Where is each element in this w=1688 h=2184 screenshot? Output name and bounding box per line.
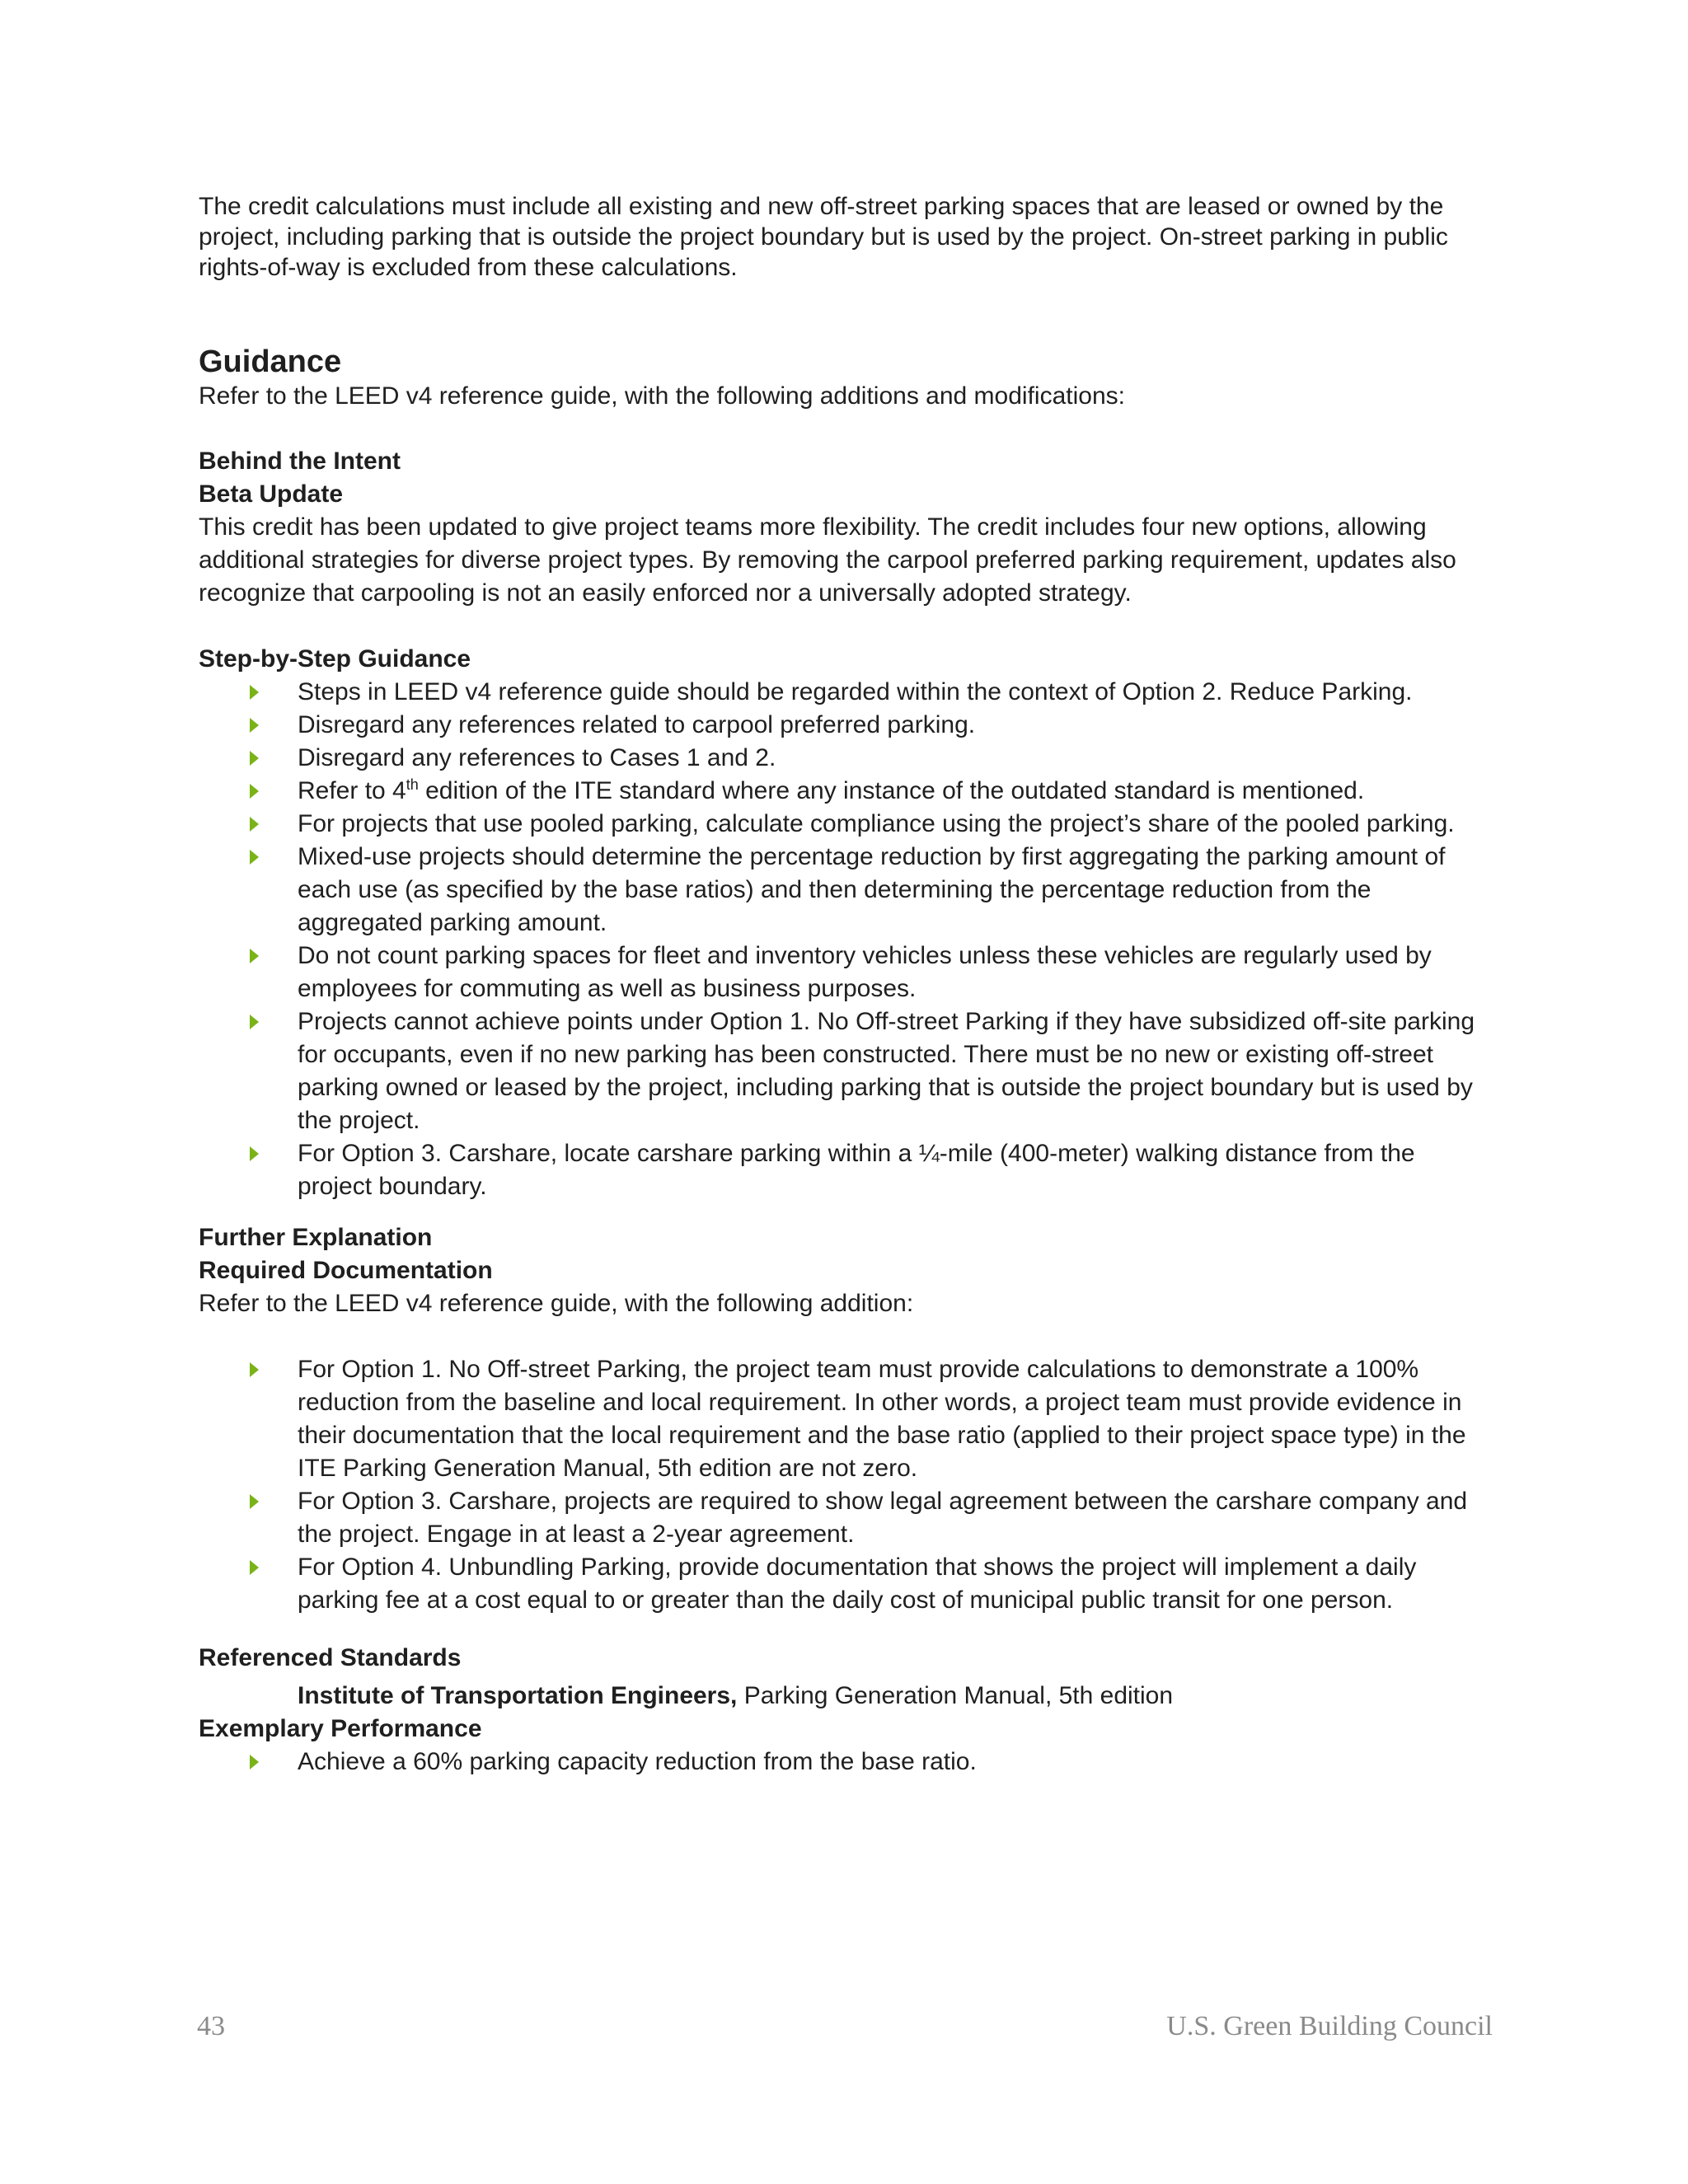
referenced-standard-entry xyxy=(199,1680,1493,1713)
exemplary-performance-heading: Exemplary Performance xyxy=(199,1715,482,1742)
list-item: For Option 1. No Off-street Parking, the project team must provide calculations to demonstrate a 100% reduction from the baseline and local requirement. In other words, a project team must provide evidence in their documentation that the local requirement and the base ratio (applied to their project space type) in the ITE Parking Generation Manual, 5th edition are not zero. xyxy=(199,1353,1493,1485)
triangle-right-icon xyxy=(250,949,259,963)
required-documentation-intro: Refer to the LEED v4 reference guide, with the following addition: xyxy=(199,1290,914,1317)
triangle-right-icon xyxy=(250,1362,259,1377)
triangle-right-icon xyxy=(250,1755,259,1769)
list-item: Projects cannot achieve points under Option 1. No Off-street Parking if they have subsidized off-site parking for occupants, even if no new parking has been constructed. There must be no new or existing off-street parking owned or leased by the project, including parking that is outside the project boundary but is used by the project. xyxy=(199,1005,1493,1137)
list-item: Refer to 4th edition of the ITE standard where any instance of the outdated standard is mentioned. xyxy=(199,775,1493,808)
triangle-right-icon xyxy=(250,1560,259,1575)
required-documentation-list xyxy=(199,1353,1493,1617)
triangle-right-icon xyxy=(250,817,259,832)
further-explanation-heading: Further Explanation xyxy=(199,1224,433,1251)
referenced-standards-heading: Referenced Standards xyxy=(199,1644,462,1671)
list-item: Steps in LEED v4 reference guide should be regarded within the context of Option 2. Reduce Parking. xyxy=(199,676,1493,709)
required-documentation-heading: Required Documentation xyxy=(199,1257,493,1284)
guidance-heading: Guidance xyxy=(199,344,342,379)
document-page xyxy=(199,191,1493,1779)
triangle-right-icon xyxy=(250,751,259,766)
triangle-right-icon xyxy=(250,784,259,799)
triangle-right-icon xyxy=(250,1015,259,1029)
list-item: For Option 3. Carshare, locate carshare parking within a ¼-mile (400-meter) walking distance from the project boundary. xyxy=(199,1137,1493,1203)
list-item: For projects that use pooled parking, calculate compliance using the project’s share of the pooled parking. xyxy=(199,808,1493,841)
triangle-right-icon xyxy=(250,718,259,733)
guidance-intro: Refer to the LEED v4 reference guide, with the following additions and modifications: xyxy=(199,382,1125,410)
behind-intent-text: This credit has been updated to give project teams more flexibility. The credit includes four new options, allowing additional strategies for diverse project types. By removing the carpool preferred parking requirement, updates also recognize that carpooling is not an easily enforced nor a universally adopted strategy. xyxy=(199,513,1456,607)
standard-title: Parking Generation Manual, 5th edition xyxy=(737,1682,1174,1709)
list-item: For Option 3. Carshare, projects are required to show legal agreement between the carshare company and the project. Engage in at least a 2-year agreement. xyxy=(199,1485,1493,1551)
exemplary-performance-list xyxy=(199,1746,1493,1779)
list-item: Achieve a 60% parking capacity reduction from the base ratio. xyxy=(199,1746,1493,1779)
triangle-right-icon xyxy=(250,685,259,700)
list-item: For Option 4. Unbundling Parking, provide documentation that shows the project will implement a daily parking fee at a cost equal to or greater than the daily cost of municipal public transit for one person. xyxy=(199,1551,1493,1617)
triangle-right-icon xyxy=(250,850,259,865)
triangle-right-icon xyxy=(250,1146,259,1161)
list-item: Do not count parking spaces for fleet and inventory vehicles unless these vehicles are regularly used by employees for commuting as well as business purposes. xyxy=(199,940,1493,1005)
footer-organization: U.S. Green Building Council xyxy=(1166,2011,1493,2041)
intro-paragraph: The credit calculations must include all existing and new off-street parking spaces that are leased or owned by the project, including parking that is outside the project boundary but is used by the project. On-street parking in public rights-of-way is excluded from these calculations. xyxy=(199,193,1448,281)
list-item: Disregard any references related to carpool preferred parking. xyxy=(199,709,1493,742)
behind-intent-heading: Behind the Intent xyxy=(199,448,401,475)
page-number: 43 xyxy=(197,2011,225,2041)
list-item: Disregard any references to Cases 1 and 2. xyxy=(199,742,1493,775)
page-footer xyxy=(197,2011,1493,2052)
beta-update-heading: Beta Update xyxy=(199,480,344,508)
step-by-step-heading: Step-by-Step Guidance xyxy=(199,645,471,673)
step-by-step-list xyxy=(199,676,1493,1203)
triangle-right-icon xyxy=(250,1494,259,1509)
list-item: Mixed-use projects should determine the percentage reduction by first aggregating the parking amount of each use (as specified by the base ratios) and then determining the percentage reduction from the aggregated parking amount. xyxy=(199,841,1493,940)
standard-organization: Institute of Transportation Engineers, xyxy=(298,1682,738,1709)
